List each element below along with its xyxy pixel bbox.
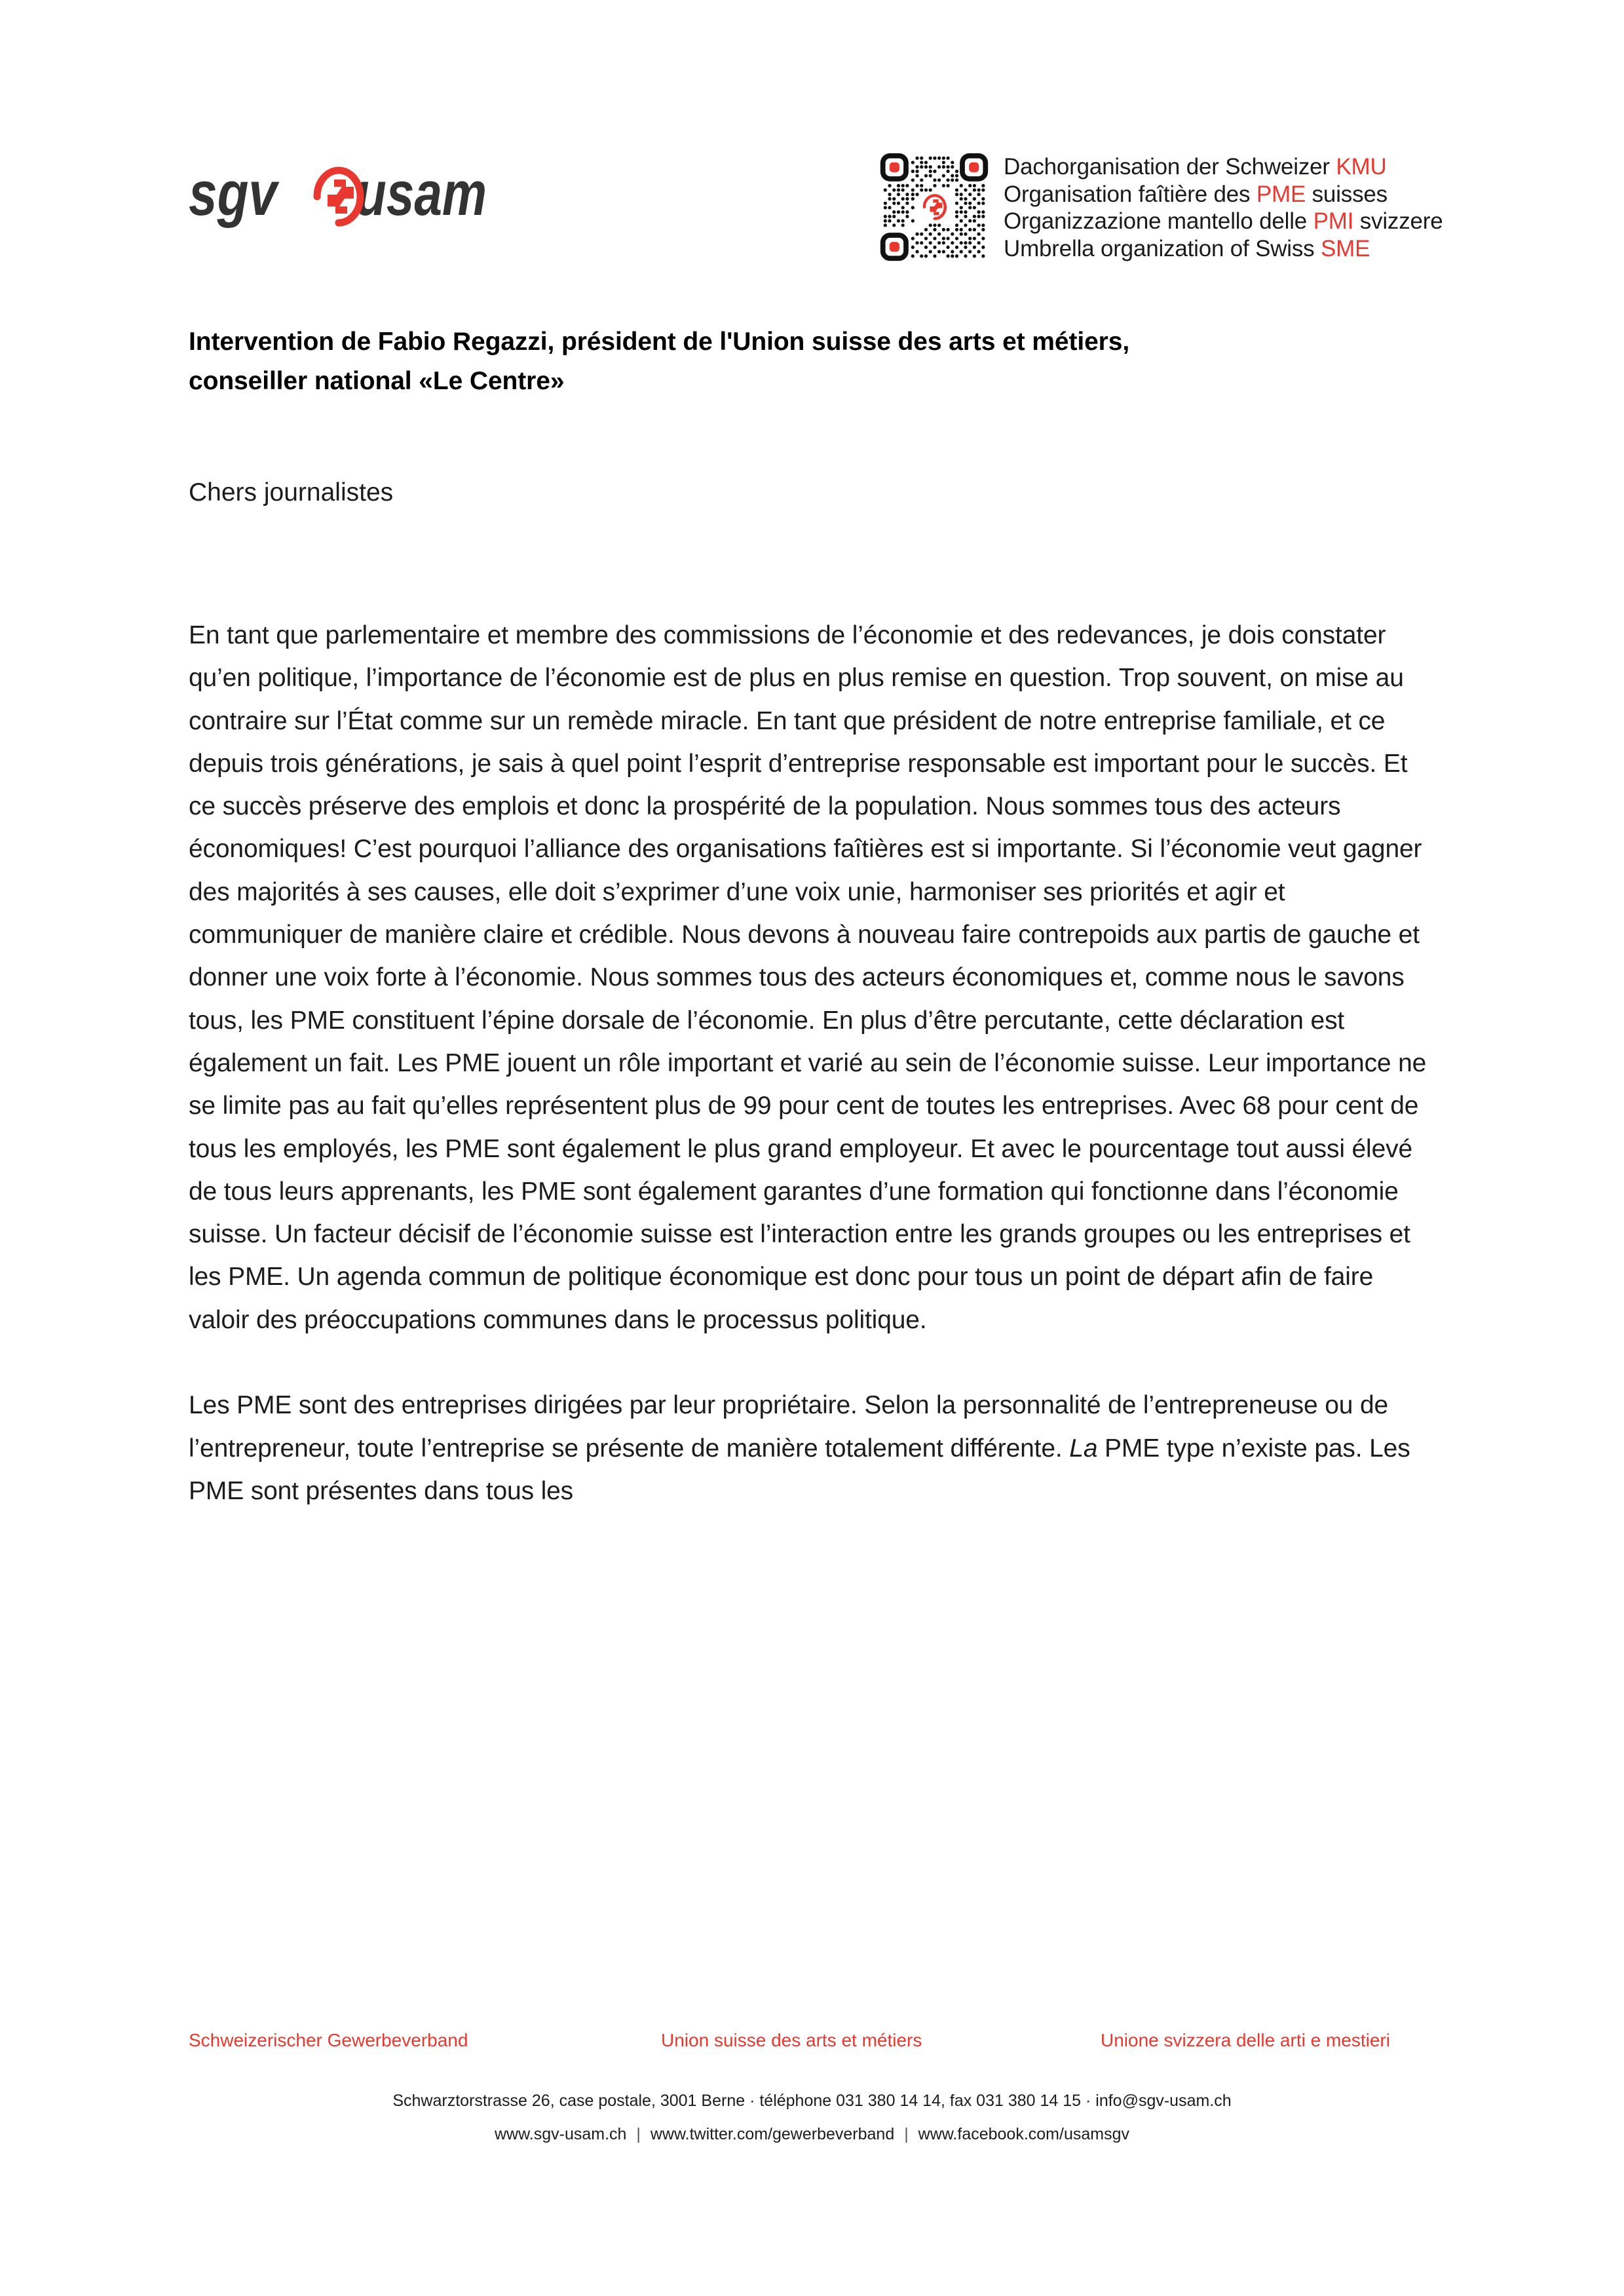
body-paragraph-1: En tant que parlementaire et membre des commissions de l’économie et des redevances, je dois constater qu’en politique, l’importance de l’économie est de plus en plus remise en question. Trop souvent, on mise au contraire sur l’État comme sur un remède miracle. En tant que président de notre entreprise familiale, et ce depuis trois générations, je sais à quel point l’esprit d’entreprise responsable est important pour le succès. Et ce succès préserve des emplois et donc la prospérité de la population. Nous sommes tous des acteurs économiques! C’est pourquoi l’alliance des organisations faîtières est si importante. Si l’économie veut gagner des majorités à ses causes, elle doit s’exprimer d’une voix unie, harmoniser ses priorités et agir et communiquer de manière claire et crédible. Nous devons à nouveau faire contrepoids aux partis de gauche et donner une voix forte à l’économie. Nous sommes tous des acteurs économiques et, comme nous le savons tous, les PME constituent l’épine dorsale de l’économie. En plus d’être percutante, cette déclaration est également un fait. Les PME jouent un rôle important et varié au sein de l’économie suisse. Leur importance ne se limite pas au fait qu’elles représentent plus de 99 pour cent de toutes les entreprises. Avec 68 pour cent de tous les employés, les PME sont également le plus grand employeur. Et avec le pourcentage tout aussi élevé de tous leurs apprenants, les PME sont également garantes d’une formation qui fonctionne dans l’économie suisse. Un facteur décisif de l’économie suisse est l’interaction entre les grands groupes ou les entreprises et les PME. Un agenda commun de politique économique est donc pour tous un point de départ afin de faire valoir des préoccupations communes dans le processus politique. — [189, 621, 1427, 1334]
org-tagline-fr — [1004, 181, 1443, 208]
salutation: Chers journalistes — [189, 478, 394, 507]
footer-separator-1: | — [636, 2125, 641, 2143]
footer-name-fr: Union suisse des arts et métiers — [661, 2030, 922, 2050]
page-header — [0, 0, 1624, 282]
logo-emblem-icon — [317, 170, 360, 223]
body-paragraph-2-pre: Les PME sont des entreprises dirigées par leur propriétaire. Selon la personnalité de l’entrepreneuse ou de l’entrepreneur, toute l’entreprise se présente de manière totalement différente. — [189, 1391, 1389, 1463]
qr-code-svg — [879, 152, 989, 262]
org-tagline-en-highlight: SME — [1321, 235, 1370, 261]
organization-taglines — [1004, 152, 1443, 262]
body-paragraph-2-italic: La — [1069, 1434, 1098, 1463]
org-tagline-it-highlight: PMI — [1313, 208, 1354, 234]
org-tagline-en — [1004, 235, 1443, 263]
org-tagline-de-prefix: Dachorganisation der Schweizer — [1004, 154, 1336, 180]
org-tagline-fr-prefix: Organisation faîtière des — [1004, 181, 1256, 207]
body-paragraph-2 — [189, 1384, 1440, 1512]
footer-separator-2: | — [904, 2125, 909, 2143]
org-tagline-fr-suffix: suisses — [1306, 181, 1388, 207]
page-footer — [0, 2030, 1624, 2144]
page-title-line-2: conseiller national «Le Centre» — [189, 367, 565, 396]
logo-text-sgv: sgv — [189, 159, 280, 229]
body-paragraph-2-post: PME type n’existe pas. Les PME sont présentes dans tous les — [189, 1434, 1410, 1505]
page-title — [189, 322, 1433, 401]
qr-code-icon[interactable] — [879, 152, 989, 262]
org-tagline-fr-highlight: PME — [1256, 181, 1306, 207]
footer-link-facebook[interactable]: www.facebook.com/usamsgv — [918, 2125, 1129, 2143]
document-body — [189, 588, 1440, 1538]
footer-name-it: Unione svizzera delle arti e mestieri — [1101, 2030, 1390, 2050]
logo-text-usam: usam — [356, 159, 487, 229]
sgv-usam-logo — [189, 157, 516, 236]
org-tagline-it-suffix: svizzere — [1353, 208, 1443, 234]
footer-link-twitter[interactable]: www.twitter.com/gewerbeverband — [650, 2125, 895, 2143]
org-tagline-it-prefix: Organizzazione mantello delle — [1004, 208, 1313, 234]
footer-link-website[interactable]: www.sgv-usam.ch — [494, 2125, 627, 2143]
org-tagline-en-prefix: Umbrella organization of Swiss — [1004, 235, 1321, 261]
footer-links — [0, 2125, 1624, 2144]
footer-address: Schwarztorstrasse 26, case postale, 3001 Berne · téléphone 031 380 14 14, fax 031 380 14 15 · info@sgv-usam.ch — [392, 2092, 1232, 2110]
footer-organization-names — [0, 2030, 1624, 2061]
footer-name-de: Schweizerischer Gewerbeverband — [189, 2030, 468, 2050]
org-tagline-it — [1004, 208, 1443, 235]
qr-center-emblem-icon — [922, 195, 947, 220]
page-title-line-1: Intervention de Fabio Regazzi, président de l'Union suisse des arts et métiers, — [189, 328, 1130, 356]
sgv-usam-logo-svg — [189, 157, 516, 236]
umbrella-organization-block — [879, 152, 1443, 262]
org-tagline-de-highlight: KMU — [1336, 154, 1387, 180]
org-tagline-de — [1004, 153, 1443, 181]
